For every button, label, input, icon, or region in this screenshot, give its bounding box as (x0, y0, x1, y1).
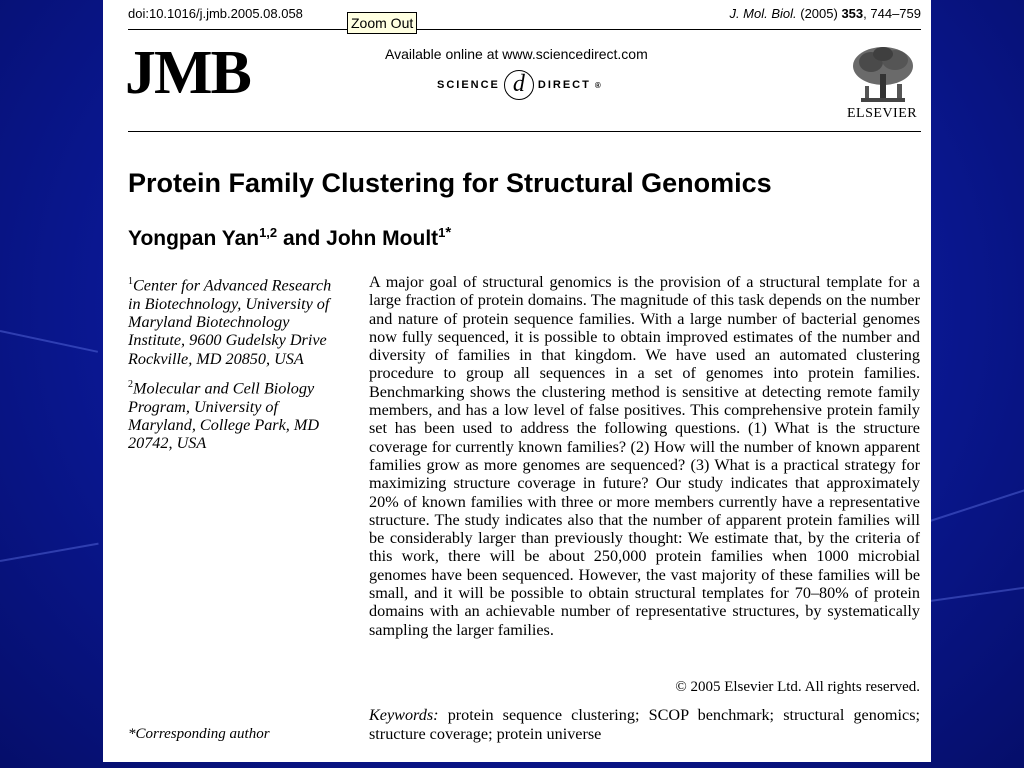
article-page (103, 0, 931, 762)
author-1: Yongpan Yan (128, 227, 260, 250)
author-1-affil: 1,2 (259, 225, 278, 240)
affiliation-1-number: 1 (128, 276, 133, 287)
affiliation-2 (128, 376, 346, 453)
author-2-mark: * (445, 224, 452, 241)
header-rule-bottom (128, 131, 921, 132)
abstract-text: A major goal of structural genomics is the provision of a structural template for a large fraction of protein domains. The magnitude of this task depends on the number and nature of protein sequence families. With a large number of bacterial genomes now fully sequenced, it is possible to obtain improved estimates of the number and diversity of families in that kingdom. We have used an automated clustering procedure to group all sequences in a set of genomes into protein families. Benchmarking shows the clustering method is sensitive at detecting remote family members, and has a low level of false positives. This comprehensive protein family set has been used to address the following questions. (1) What is the structure coverage for currently known families? (2) How will the number of known apparent families grow as more genomes are sequenced? (3) What is a practical strategy for maximizing structure coverage in future? Our study indicates that approximately 20% of known families with three or more members currently have a representative structure. The study indicates also that the number of apparent protein families will be considerably larger than previously thought: We estimate that, by the criteria of this work, there will be about 250,000 protein families when 1000 microbial genomes have been sequenced. However, the vast majority of these families will be small, and it will be possible to obtain structural templates for 70–80% of protein domains with an achievable number of representative structures, by systematically sampling the larger families. (369, 273, 920, 639)
journal-pages: , 744–759 (863, 6, 921, 21)
keywords-label: Keywords: (369, 706, 439, 724)
affiliation-1 (128, 273, 346, 368)
journal-volume: 353 (841, 6, 864, 21)
affiliation-2-text: Molecular and Cell Biology Program, University of Maryland, College Park, MD 20742, USA (128, 379, 320, 453)
sd-right-text: DIRECT (537, 79, 591, 91)
sd-registered-mark: ® (594, 80, 603, 90)
elsevier-tree-logo-icon (849, 44, 917, 106)
author-and: and (277, 227, 327, 250)
background-streak (0, 543, 99, 562)
sd-left-text: SCIENCE (437, 79, 500, 91)
doi-text: doi:10.1016/j.jmb.2005.08.058 (128, 6, 303, 21)
zoom-out-tooltip: Zoom Out (347, 12, 417, 34)
author-2-affil: 1 (438, 225, 446, 240)
article-title: Protein Family Clustering for Structural Genomics (128, 168, 772, 198)
background-streak (0, 330, 98, 353)
jmb-logo: JMB (125, 39, 250, 107)
keywords-text: protein sequence clustering; SCOP benchmark; structural genomics; structure coverage; protein universe (369, 706, 920, 743)
sd-d-icon: d (504, 70, 534, 100)
affiliation-2-number: 2 (128, 379, 133, 390)
journal-name: J. Mol. Biol. (729, 6, 797, 21)
sciencedirect-logo (437, 70, 603, 100)
journal-reference (729, 6, 921, 21)
background-streak (930, 483, 1024, 522)
keywords (369, 706, 920, 744)
author-line (128, 224, 451, 251)
author-2: John Moult (326, 227, 439, 250)
journal-year: (2005) (800, 6, 838, 21)
background-streak (930, 585, 1024, 602)
copyright-text: © 2005 Elsevier Ltd. All rights reserved. (675, 679, 920, 695)
available-online-text: Available online at www.sciencedirect.com (385, 46, 648, 62)
affiliation-1-text: Center for Advanced Research in Biotechnology, University of Maryland Biotechnology Institute, 9600 Gudelsky Drive Rockville, MD 20850, USA (128, 276, 332, 368)
header-rule-top (128, 29, 921, 30)
corresponding-author-note: *Corresponding author (128, 726, 270, 742)
publisher-name: ELSEVIER (847, 106, 918, 121)
